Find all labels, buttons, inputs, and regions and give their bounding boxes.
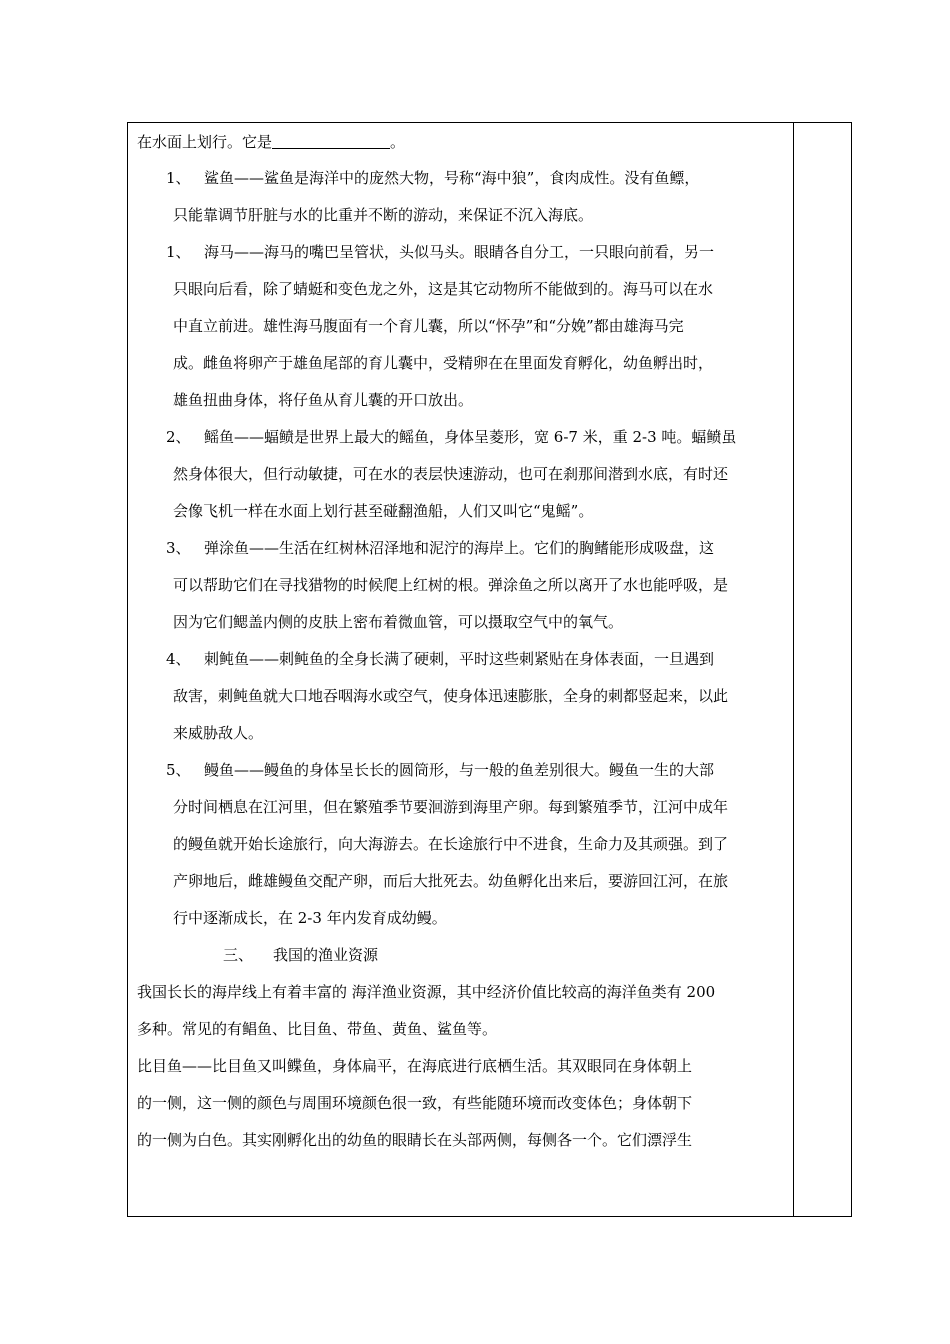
line-text: 在水面上划行。它是 — [137, 133, 273, 151]
content-table — [127, 122, 852, 1217]
line-text: 弹涂鱼——生活在红树林沼泽地和泥泞的海岸上。它们的胸鳍能形成吸盘，这 — [204, 539, 715, 557]
line-text: 我国长长的海岸线上有着丰富的 海洋渔业资源，其中经济价值比较高的海洋鱼类有 200 — [137, 983, 716, 1001]
main-text-cell — [128, 123, 794, 1216]
item-number: 5、 — [166, 761, 191, 779]
item-number: 3、 — [166, 539, 191, 557]
line-text: 会像飞机一样在水面上划行甚至碰翻渔船，人们又叫它“鬼鳐”。 — [173, 502, 594, 520]
line-text: 可以帮助它们在寻找猎物的时候爬上红树的根。弹涂鱼之所以离开了水也能呼吸，是 — [173, 576, 729, 594]
line-text: 因为它们鳃盖内侧的皮肤上密布着微血管，可以摄取空气中的氧气。 — [173, 613, 624, 631]
text-line — [137, 980, 715, 1004]
section-number: 三、 — [223, 946, 254, 964]
text-line — [173, 906, 447, 930]
line-text: 来威胁敌人。 — [173, 724, 264, 742]
text-line — [173, 351, 713, 375]
line-text: 刺鲀鱼——刺鲀鱼的全身长满了硬刺，平时这些刺紧贴在身体表面，一旦遇到 — [204, 650, 715, 668]
text-line — [173, 610, 623, 634]
text-line — [137, 1017, 497, 1041]
line-text: 鲨鱼——鲨鱼是海洋中的庞然大物，号称“海中狼”，食肉成性。没有鱼鳔， — [204, 169, 700, 187]
line-text: 成。雌鱼将卵产于雄鱼尾部的育儿囊中，受精卵在在里面发育孵化，幼鱼孵出时， — [173, 354, 714, 372]
text-line — [173, 795, 728, 819]
text-line — [173, 869, 728, 893]
line-text: 中直立前进。雄性海马腹面有一个育儿囊，所以“怀孕”和“分娩”都由雄海马完 — [173, 317, 684, 335]
line-text: 鳗鱼——鳗鱼的身体呈长长的圆筒形，与一般的鱼差别很大。鳗鱼一生的大部 — [204, 761, 715, 779]
list-item — [166, 166, 699, 190]
text-line — [173, 573, 728, 597]
line-text: 的一侧为白色。其实刚孵化出的幼鱼的眼睛长在头部两侧，每侧各一个。它们漂浮生 — [137, 1131, 693, 1149]
text-line — [137, 1091, 692, 1115]
line-text: 然身体很大，但行动敏捷，可在水的表层快速游动，也可在刹那间潜到水底，有时还 — [173, 465, 729, 483]
item-number: 4、 — [166, 650, 191, 668]
section-title: 我国的渔业资源 — [273, 946, 379, 964]
line-text: 只能靠调节肝脏与水的比重并不断的游动，来保证不沉入海底。 — [173, 206, 594, 224]
line-text: 只眼向后看，除了蜻蜓和变色龙之外，这是其它动物所不能做到的。海马可以在水 — [173, 280, 714, 298]
text-line — [173, 277, 713, 301]
line-text: 。 — [390, 133, 406, 151]
side-notes-cell — [794, 123, 852, 1216]
text-line — [173, 314, 684, 338]
answer-blank[interactable] — [272, 132, 390, 149]
text-line — [137, 130, 405, 154]
line-text: 比目鱼——比目鱼又叫鲽鱼，身体扁平，在海底进行底栖生活。其双眼同在身体朝上 — [137, 1057, 693, 1075]
text-line — [173, 499, 593, 523]
line-text: 雄鱼扭曲身体，将仔鱼从育儿囊的开口放出。 — [173, 391, 474, 409]
text-line — [173, 388, 473, 412]
list-item — [166, 536, 714, 560]
line-text: 产卵地后，雌雄鳗鱼交配产卵，而后大批死去。幼鱼孵化出来后，要游回江河，在旅 — [173, 872, 729, 890]
item-number: 1、 — [166, 243, 191, 261]
item-number: 2、 — [166, 428, 191, 446]
line-text: 敌害，刺鲀鱼就大口地吞咽海水或空气，使身体迅速膨胀，全身的刺都竖起来，以此 — [173, 687, 729, 705]
text-line — [173, 832, 728, 856]
line-text: 的一侧，这一侧的颜色与周围环境颜色很一致，有些能随环境而改变体色；身体朝下 — [137, 1094, 693, 1112]
line-text: 的鳗鱼就开始长途旅行，向大海游去。在长途旅行中不进食，生命力及其顽强。到了 — [173, 835, 729, 853]
line-text: 海马——海马的嘴巴呈管状，头似马头。眼睛各自分工，一只眼向前看，另一 — [204, 243, 715, 261]
text-line — [173, 684, 728, 708]
text-line — [173, 203, 593, 227]
text-line — [137, 1128, 692, 1152]
text-line — [173, 462, 728, 486]
list-item — [166, 647, 714, 671]
line-text: 鳐鱼——蝠鲼是世界上最大的鳐鱼，身体呈菱形，宽 6-7 米，重 2-3 吨。蝠鲼虽 — [204, 428, 737, 446]
list-item — [166, 425, 736, 449]
text-line — [137, 1054, 692, 1078]
line-text: 行中逐渐成长，在 2-3 年内发育成幼鳗。 — [173, 909, 447, 927]
list-item — [166, 240, 714, 264]
item-number: 1、 — [166, 169, 191, 187]
section-heading — [223, 943, 378, 967]
line-text: 多种。常见的有鲳鱼、比目鱼、带鱼、黄鱼、鲨鱼等。 — [137, 1020, 498, 1038]
line-text: 分时间栖息在江河里，但在繁殖季节要洄游到海里产卵。每到繁殖季节，江河中成年 — [173, 798, 729, 816]
text-line — [173, 721, 263, 745]
list-item — [166, 758, 714, 782]
